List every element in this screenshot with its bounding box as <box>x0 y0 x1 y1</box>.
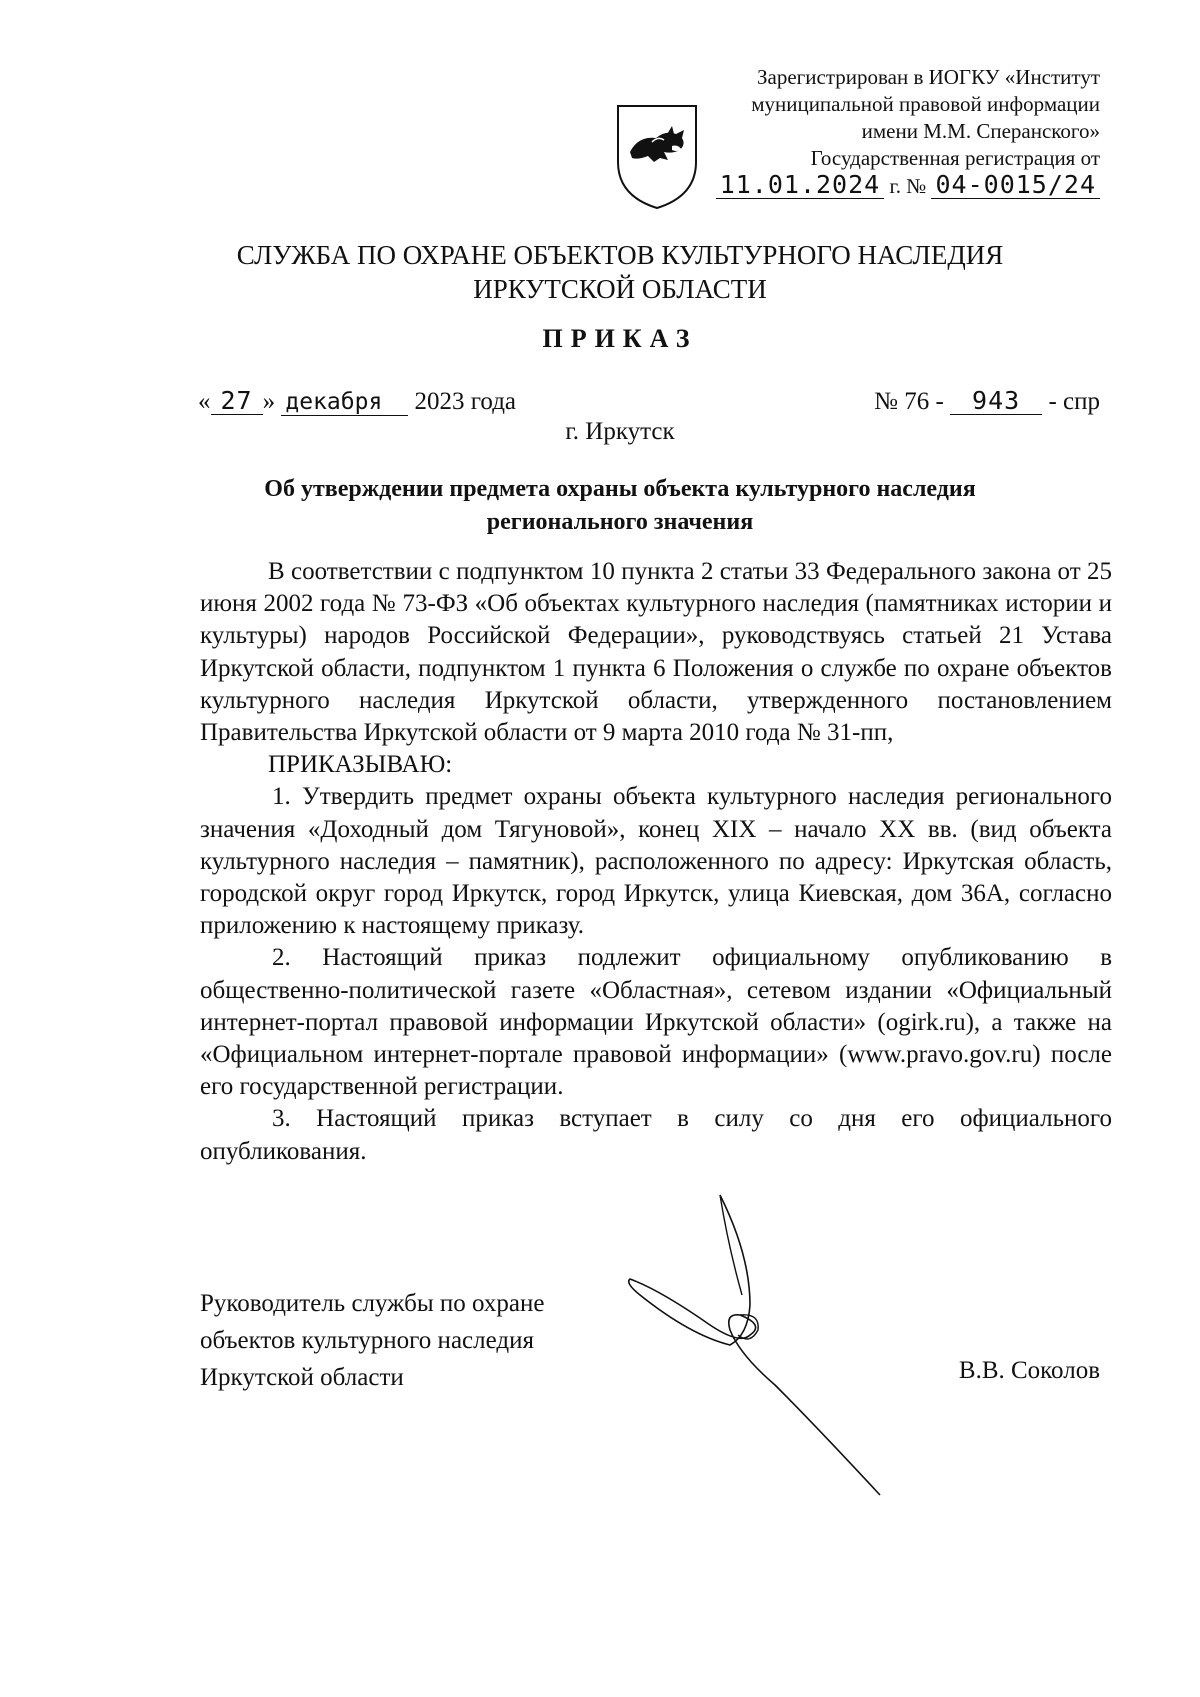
date-day: 27 <box>211 388 263 415</box>
order-date <box>198 388 516 416</box>
signatory-position <box>200 1285 544 1396</box>
date-year: 2023 года <box>414 388 517 415</box>
body-item-2: 2. Настоящий приказ подлежит официальному опубликованию в общественно-политической газете «Областная», сетевом издании «Официальный интернет-портал правовой информации Иркутской области» (ogirk.ru), а также на «Официальном интернет-портале правовой информации» (www.pravo.gov.ru) после его государственной регистрации. <box>200 944 1112 1101</box>
order-body <box>200 556 1112 1168</box>
body-preamble: В соответствии с подпунктом 10 пункта 2 статьи 33 Федерального закона от 25 июня 2002 года № 73-ФЗ «Об объектах культурного наследия (памятниках истории и культуры) народов Российской Федерации», руководствуясь статьей 21 Устава Иркутской области, подпунктом 1 пункта 6 Положения о службе по охране объектов культурного наследия Иркутской области, утвержденного постановлением Правительства Иркутской области от 9 марта 2010 года № 31-пп, <box>200 558 1112 747</box>
body-order-word: ПРИКАЗЫВАЮ: <box>268 751 453 779</box>
signatory-position-line-3: Иркутской области <box>200 1364 404 1391</box>
registration-line-2: муниципальной правовой информации <box>751 92 1100 116</box>
agency-name-line-1: СЛУЖБА ПО ОХРАНЕ ОБЪЕКТОВ КУЛЬТУРНОГО НАСЛЕДИЯ <box>236 240 1004 270</box>
date-open-quote: « <box>198 388 211 415</box>
order-number-value: 943 <box>950 388 1042 415</box>
order-number <box>874 388 1100 416</box>
order-subject-line-2: регионального значения <box>486 509 754 535</box>
registration-line-4: Государственная регистрация от <box>810 146 1100 170</box>
agency-name-line-2: ИРКУТСКОЙ ОБЛАСТИ <box>473 274 767 304</box>
signatory-position-line-2: объектов культурного наследия <box>200 1327 534 1354</box>
order-number-prefix: № 76 - <box>874 388 944 415</box>
handwritten-signature <box>600 1185 900 1505</box>
registration-date: 11.01.2024 <box>716 172 885 199</box>
registration-line-3: имени М.М. Сперанского» <box>861 119 1100 143</box>
signatory-name: В.В. Соколов <box>958 1357 1100 1384</box>
registration-number: 04-0015/24 <box>931 172 1100 199</box>
registration-date-suffix: г. № <box>889 174 927 198</box>
order-subject <box>230 473 1010 539</box>
date-month: декабря <box>281 389 408 416</box>
order-number-suffix: - спр <box>1048 388 1100 415</box>
order-city: г. Иркутск <box>565 418 675 445</box>
signatory-position-line-1: Руководитель службы по охране <box>200 1290 545 1317</box>
agency-name <box>200 238 1040 306</box>
body-item-1: 1. Утвердить предмет охраны объекта культурного наследия регионального значения «Доходный дом Тягуновой», конец XIX – начало XX вв. (вид объекта культурного наследия – памятник), расположенного по адресу: Иркутская область, городской округ город Иркутск, город Иркутск, улица Киевская, дом 36А, согласно приложению к настоящему приказу. <box>200 783 1112 940</box>
body-item-3: 3. Настоящий приказ вступает в силу со дня его официального опубликования. <box>200 1105 1112 1165</box>
order-subject-line-1: Об утверждении предмета охраны объекта культурного наследия <box>264 476 976 502</box>
registration-line-1: Зарегистрирован в ИОГКУ «Институт <box>756 65 1100 89</box>
irkutsk-coat-of-arms-icon <box>612 100 702 212</box>
document-type: ПРИКАЗ <box>542 324 698 353</box>
date-close-quote: » <box>262 388 276 415</box>
